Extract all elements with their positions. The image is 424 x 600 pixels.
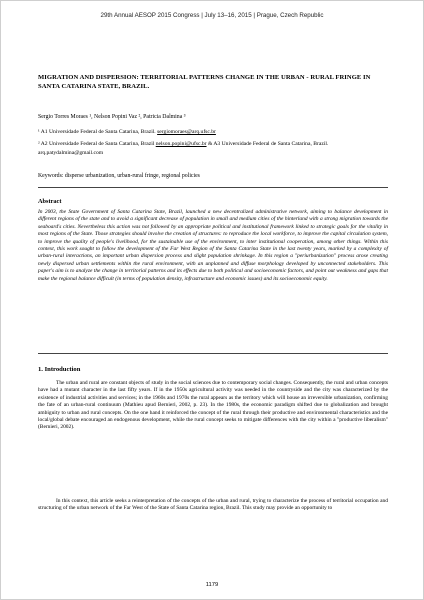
abstract-heading: Abstract <box>38 198 62 205</box>
keywords: Keywords: disperse urbanization, urban-rural fringe, regional policies <box>38 173 200 179</box>
affiliation-1-text: ¹ A1 Universidade Federal de Santa Catarina, Brazil. <box>38 129 158 135</box>
affiliation-3-text: & A3 Universidade Federal de Santa Catarina, Brazil. arq.patydalmina@gmail.com <box>38 141 329 156</box>
affiliation-1-email-link[interactable]: sergiomoraes@arq.ufsc.br <box>157 129 216 135</box>
paper-title: MIGRATION AND DISPERSION: TERRITORIAL PATTERNS CHANGE IN THE URBAN - RURAL FRINGE IN SANTA CATARINA STATE, BRAZIL. <box>38 74 371 90</box>
page-number: 1179 <box>205 582 219 588</box>
intro-paragraph-1: The urban and rural are constant objects of study in the social sciences due to contemporary social changes. Consequently, the rural and urban concepts have had a mutant character in the last fifty years. If in the 1950s agricultural activity was needed in the countryside and the city was characterized by the existence of industrial activities and services; in the 1960s and 1970s the rural appears as the territory which will house an irreversible urbanization, confirming the fate of an urban-rural continuum (Mathieu apud Bernieri, 2002, p. 23). In the 1980s, the economic paradigm shifted due to globalization and brought ambiguity to urban and rural concepts. On the one hand it reinforced the concept of the rural through their productive and environmental characteristics and the local/global debate encouraged an endogenous development, while the rural concept seeks to mitigate differences with the city within a "productive liberalism" (Bernieri, 2002). <box>38 380 388 431</box>
introduction-heading: 1. Introduction <box>38 366 81 373</box>
abstract-bottom-rule <box>38 353 388 354</box>
abstract-top-rule <box>38 187 388 188</box>
affiliation-2 <box>38 140 388 157</box>
intro-paragraph-2: In this context, this article seeks a reinterpretation of the concepts of the urban and rural, trying to characterize the process of territorial occupation and structuring of the urban network of the Far West of the State of Santa Catarina region, Brazil. This study may provide an opportunity to <box>38 498 388 512</box>
abstract-text: In 2003, the State Government of Santa Catarina State, Brazil, launched a new decentralized administrative network, aiming to balance development in different regions of the state and to avoid a significant decrease of population in small and medium cities of the hinterland with a strong migration towards the seaboard's cities. Nevertheless this action was not followed by an appropriate political and institutional framework linked to strategic goals for the vitality in most regions of the State. Those strategies should involve the creation of structures: to reproduce the local workforce, to improve the capital circulation system, to improve the quality of people's livelihood, for the sustainable use of the environment, to inter institutional cooperation, among other things. Within this context, this work sought to follow the development of the Far West Region of the Santa Catarina State in the last twenty years, marked by a complexity of urban-rural interactions, an important urban dispersion process and slight population shrinkage. In this region a "periurbanization" process arose creating newly dispersed urban settlements within the rural environment, with an unplanned and diffuse morphology developed by unconnected stakeholders. This paper's aim is to analyze the change in territorial patterns and its effects due to both political and socioeconomic factors, and point out weakness and gaps that make the regional balance difficult (in terms of population density, infrastructure and economic issues) and its socioeconomic equity. <box>38 209 388 282</box>
author-list: Sergio Torres Moraes ¹, Nelson Popini Vaz ², Patricia Dalmina ³ <box>38 114 186 120</box>
affiliation-2-email-link[interactable]: nelson.popini@ufsc.br <box>155 141 207 147</box>
conference-header: 29th Annual AESOP 2015 Congress | July 13–16, 2015 | Prague, Czech Republic <box>100 12 324 19</box>
affiliation-1 <box>38 128 388 137</box>
affiliation-2-text: ² A2 Universidade Federal de Santa Catarina, Brazil <box>38 141 156 147</box>
